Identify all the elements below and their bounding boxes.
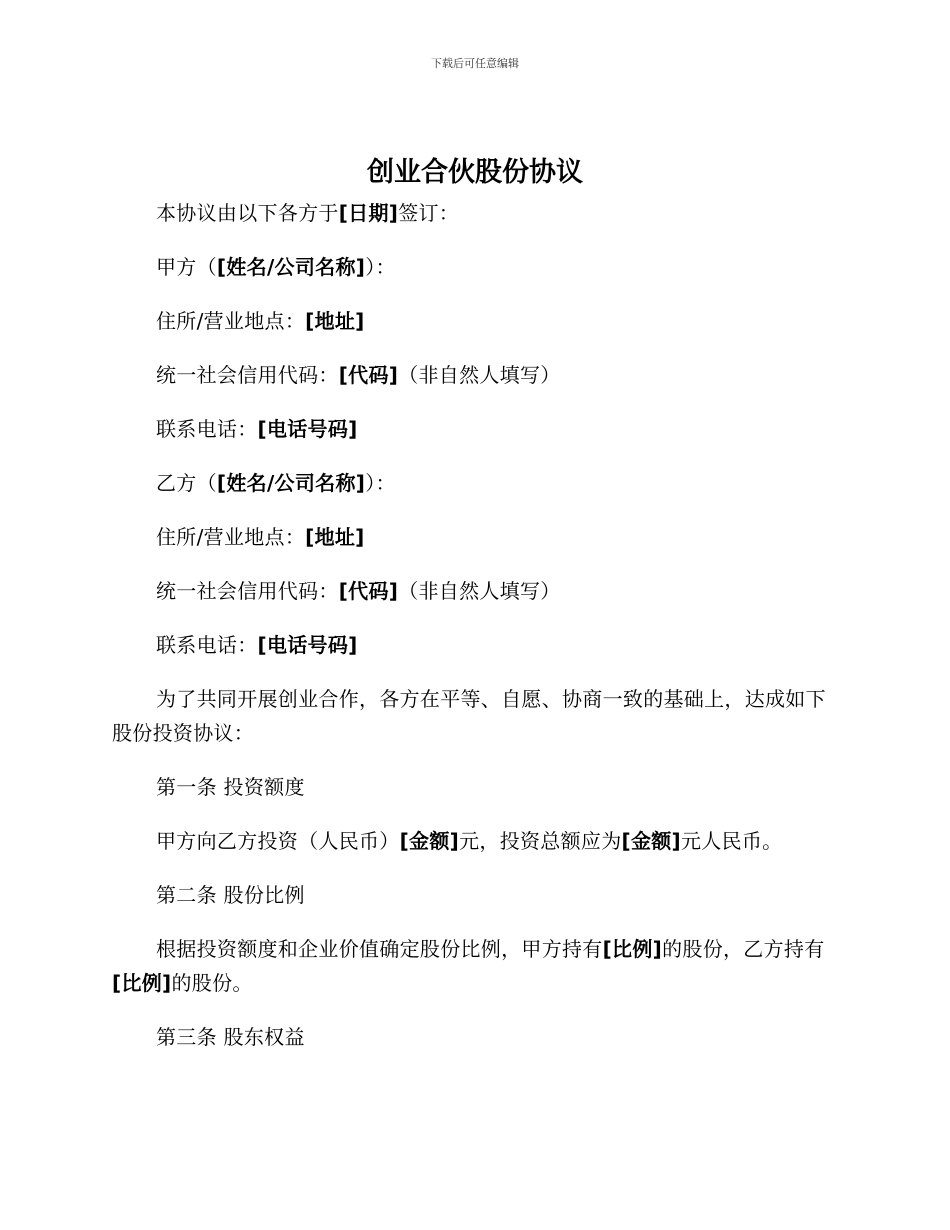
article-2-body <box>112 932 838 1000</box>
article-2-text: 的股份。 <box>171 971 253 995</box>
party-b-address <box>112 520 838 554</box>
party-b-label: 乙方（ <box>156 471 217 495</box>
address-label: 住所/营业地点： <box>156 309 306 333</box>
header-note: 下载后可任意编辑 <box>431 57 519 70</box>
party-a-name-placeholder: [姓名/公司名称] <box>216 255 366 279</box>
article-1-body <box>112 824 838 858</box>
address-label: 住所/营业地点： <box>156 525 306 549</box>
party-a-label-end: ）： <box>365 255 396 279</box>
intro-text: 本协议由以下各方于 <box>156 201 339 225</box>
date-placeholder: [日期] <box>338 201 399 225</box>
intro-text-end: 签订： <box>398 201 460 225</box>
phone-placeholder: [电话号码] <box>257 417 358 441</box>
party-a-phone <box>112 412 838 446</box>
credit-code-note: （非自然人填写） <box>398 579 561 603</box>
article-2-text: 根据投资额度和企业价值确定股份比例，甲方持有 <box>156 937 603 961</box>
article-2-text: 的股份，乙方持有 <box>662 937 825 961</box>
intro-paragraph <box>112 196 838 230</box>
ratio-placeholder: [比例] <box>112 971 172 995</box>
article-3-heading: 第三条 股东权益 <box>156 1025 305 1049</box>
phone-label: 联系电话： <box>156 633 258 657</box>
ratio-placeholder: [比例] <box>602 937 663 961</box>
address-placeholder: [地址] <box>305 525 365 549</box>
document-title: 创业合伙股份协议 <box>367 157 583 188</box>
credit-code-placeholder: [代码] <box>338 579 399 603</box>
article-1-text: 甲方向乙方投资（人民币） <box>156 829 400 853</box>
amount-placeholder: [金额] <box>399 829 460 853</box>
party-b-label-end: ）： <box>365 471 396 495</box>
credit-code-placeholder: [代码] <box>338 363 399 387</box>
credit-code-note: （非自然人填写） <box>398 363 561 387</box>
phone-label: 联系电话： <box>156 417 258 441</box>
address-placeholder: [地址] <box>305 309 365 333</box>
party-b-phone <box>112 628 838 662</box>
purpose-paragraph: 为了共同开展创业合作，各方在平等、自愿、协商一致的基础上，达成如下股份投资协议： <box>112 687 826 745</box>
party-b-credit-code <box>112 574 838 608</box>
party-a-credit-code <box>112 358 838 392</box>
credit-code-label: 统一社会信用代码： <box>156 363 339 387</box>
party-b-name-placeholder: [姓名/公司名称] <box>216 471 366 495</box>
article-1-heading: 第一条 投资额度 <box>156 775 305 799</box>
article-1-text: 元人民币。 <box>680 829 783 853</box>
phone-placeholder: [电话号码] <box>257 633 358 657</box>
credit-code-label: 统一社会信用代码： <box>156 579 339 603</box>
article-1-text: 元，投资总额应为 <box>459 829 622 853</box>
party-a-address <box>112 304 838 338</box>
amount-placeholder: [金额] <box>621 829 681 853</box>
document-body <box>112 196 838 1074</box>
party-a-label: 甲方（ <box>156 255 217 279</box>
party-a-heading <box>112 250 838 284</box>
party-b-heading <box>112 466 838 500</box>
article-2-heading: 第二条 股份比例 <box>156 883 305 907</box>
